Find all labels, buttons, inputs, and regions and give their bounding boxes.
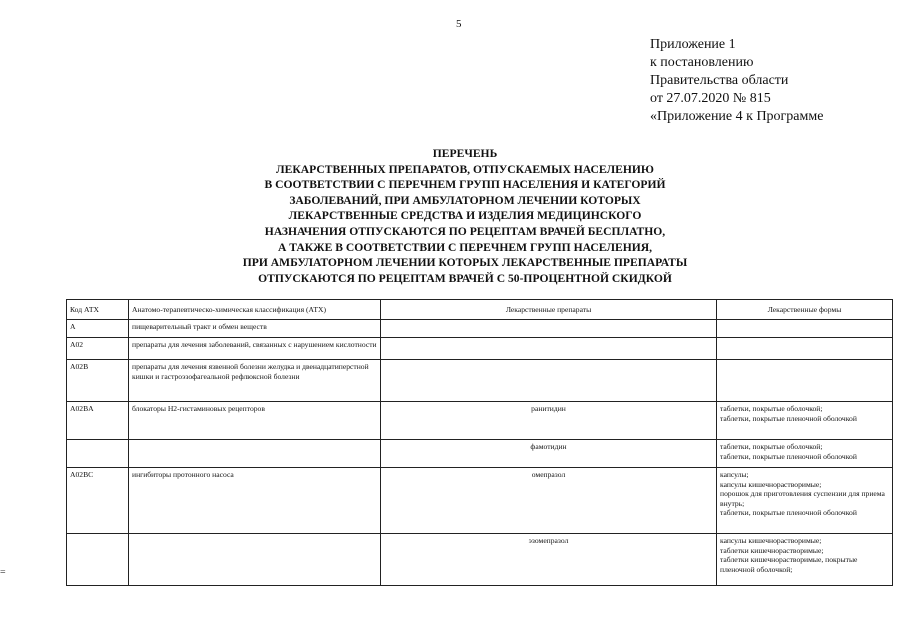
form-item: таблетки, покрытые пленочной оболочкой — [720, 451, 857, 461]
table-header-row — [67, 300, 893, 320]
table-row — [67, 468, 893, 534]
cell-forms — [717, 534, 893, 586]
appendix-line: «Приложение 4 к Программе — [650, 109, 824, 124]
cell-code: A02 — [67, 338, 129, 360]
cell-drug: ранитидин — [381, 402, 717, 440]
form-item: таблетки, покрытые пленочной оболочкой — [720, 413, 857, 423]
appendix-line: Приложение 1 — [650, 37, 736, 52]
cell-drug: эзомепразол — [381, 534, 717, 586]
title-line: ЛЕКАРСТВЕННЫЕ СРЕДСТВА И ИЗДЕЛИЯ МЕДИЦИНСКОГО — [288, 209, 642, 223]
cell-forms — [717, 402, 893, 440]
margin-mark: = — [0, 567, 6, 578]
title-line: ПЕРЕЧЕНЬ — [432, 147, 498, 160]
table-row — [67, 534, 893, 586]
appendix-line: от 27.07.2020 № 815 — [650, 91, 771, 106]
table-row — [67, 360, 893, 402]
title-line: ЛЕКАРСТВЕННЫХ ПРЕПАРАТОВ, ОТПУСКАЕМЫХ НАСЕЛЕНИЮ — [276, 162, 654, 176]
cell-code — [67, 440, 129, 468]
cell-forms — [717, 320, 893, 338]
appendix-note — [650, 36, 823, 126]
cell-code — [67, 534, 129, 586]
header-code: Код АТХ — [67, 300, 129, 320]
cell-drug: фамотидин — [381, 440, 717, 468]
cell-classification: препараты для лечения заболеваний, связанных с нарушением кислотности — [129, 338, 381, 360]
cell-classification: ингибиторы протонного насоса — [129, 468, 381, 534]
form-item: капсулы; — [720, 470, 749, 479]
table-row — [67, 440, 893, 468]
appendix-line: Правительства области — [650, 73, 789, 88]
title-line: А ТАКЖЕ В СООТВЕТСТВИИ С ПЕРЕЧНЕМ ГРУПП НАСЕЛЕНИЯ, — [277, 240, 653, 254]
cell-code: A02BA — [67, 402, 129, 440]
cell-drug — [381, 338, 717, 360]
title-line: ОТПУСКАЮТСЯ ПО РЕЦЕПТАМ ВРАЧЕЙ С 50-ПРОЦЕНТНОЙ СКИДКОЙ — [258, 271, 672, 285]
table-row — [67, 338, 893, 360]
header-forms: Лекарственные формы — [717, 300, 893, 320]
page-number: 5 — [456, 18, 462, 30]
cell-forms — [717, 338, 893, 360]
cell-drug: омепразол — [381, 468, 717, 534]
cell-classification: пищеварительный тракт и обмен веществ — [129, 320, 381, 338]
form-item: таблетки, покрытые оболочкой; — [720, 442, 823, 451]
appendix-line: к постановлению — [650, 55, 754, 70]
table-row — [67, 402, 893, 440]
title-line: В СООТВЕТСТВИИ С ПЕРЕЧНЕМ ГРУПП НАСЕЛЕНИЯ И КАТЕГОРИЙ — [264, 178, 666, 192]
form-item: таблетки кишечнорастворимые; — [720, 545, 824, 555]
cell-classification — [129, 534, 381, 586]
title-line: ЗАБОЛЕВАНИЙ, ПРИ АМБУЛАТОРНОМ ЛЕЧЕНИИ КОТОРЫХ — [289, 193, 641, 207]
document-title — [185, 146, 745, 286]
form-item: капсулы кишечнорастворимые; — [720, 536, 822, 545]
cell-classification: блокаторы H2-гистаминовых рецепторов — [129, 402, 381, 440]
title-line: ПРИ АМБУЛАТОРНОМ ЛЕЧЕНИИ КОТОРЫХ ЛЕКАРСТВЕННЫЕ ПРЕПАРАТЫ — [242, 256, 688, 270]
header-drugs: Лекарственные препараты — [381, 300, 717, 320]
cell-code: A — [67, 320, 129, 338]
title-line: НАЗНАЧЕНИЯ ОТПУСКАЮТСЯ ПО РЕЦЕПТАМ ВРАЧЕЙ БЕСПЛАТНО, — [264, 224, 666, 238]
form-item: таблетки, покрытые оболочкой; — [720, 404, 823, 413]
cell-code: A02BC — [67, 468, 129, 534]
cell-forms — [717, 440, 893, 468]
cell-forms — [717, 360, 893, 402]
form-item: капсулы кишечнорастворимые; — [720, 479, 822, 489]
form-item: таблетки кишечнорастворимые, покрытые пленочной оболочкой; — [720, 555, 858, 574]
cell-code: A02B — [67, 360, 129, 402]
cell-drug — [381, 320, 717, 338]
form-item: таблетки, покрытые пленочной оболочкой — [720, 508, 857, 518]
cell-classification: препараты для лечения язвенной болезни желудка и двенадцатиперстной кишки и гастроэзофагеальной рефлюксной болезни — [129, 360, 381, 402]
header-classification: Анатомо-терапевтическо-химическая классификация (АТХ) — [129, 300, 381, 320]
cell-drug — [381, 360, 717, 402]
atx-table — [66, 299, 893, 586]
table-row — [67, 320, 893, 338]
cell-classification — [129, 440, 381, 468]
table-body — [67, 320, 893, 586]
form-item: порошок для приготовления суспензии для приема внутрь; — [720, 489, 885, 508]
cell-forms — [717, 468, 893, 534]
